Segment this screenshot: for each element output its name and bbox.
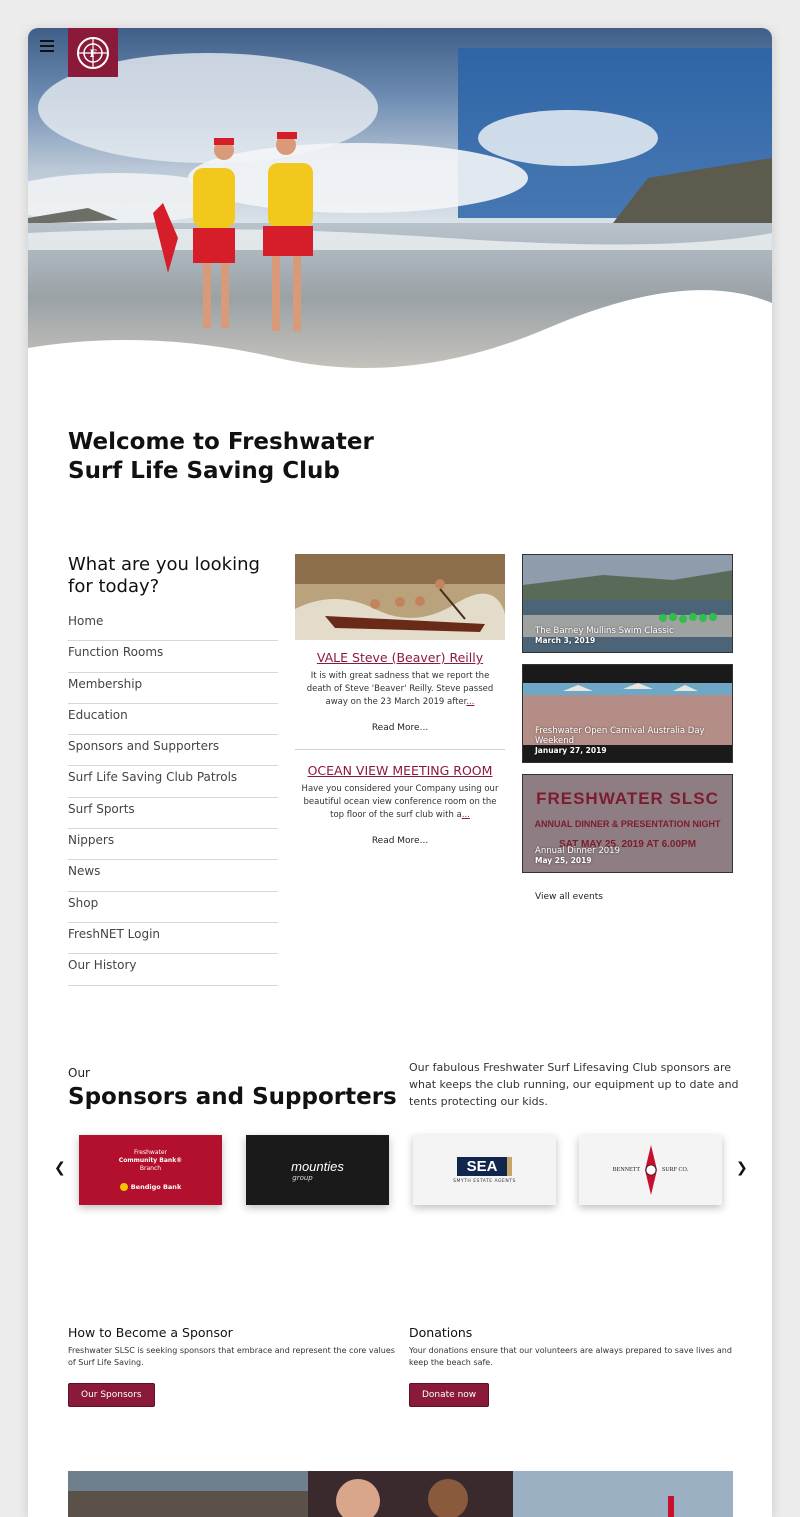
sidebar-item-nippers[interactable]: Nippers	[68, 829, 278, 860]
bottom-photo-strip	[68, 1471, 733, 1517]
news-excerpt	[295, 670, 505, 709]
sidebar-item-news[interactable]: News	[68, 860, 278, 891]
news-excerpt-text: It is with great sadness that we report the death of Steve 'Beaver' Reilly. Steve passed away on the 23 March 2019 after	[306, 671, 494, 707]
news-excerpt	[295, 783, 505, 822]
event-caption	[535, 626, 724, 646]
sidebar-item-freshnet-login[interactable]: FreshNET Login	[68, 923, 278, 954]
sidebar-item-membership[interactable]: Membership	[68, 673, 278, 704]
poster-line-1: FRESHWATER SLSC	[536, 789, 719, 808]
sponsor-sub: SURF CO.	[661, 1167, 689, 1173]
menu-icon[interactable]	[40, 40, 54, 52]
donations-text: Your donations ensure that our volunteers are always prepared to save lives and keep the beach safe.	[409, 1346, 732, 1367]
event-card[interactable]	[522, 664, 733, 763]
sidebar-item-surf-sports[interactable]: Surf Sports	[68, 798, 278, 829]
become-sponsor-text: Freshwater SLSC is seeking sponsors that embrace and represent the core values of Surf Life Saving.	[68, 1346, 395, 1367]
read-more-link[interactable]: Read More...	[371, 836, 429, 846]
sponsor-brand-name: SEA	[457, 1157, 513, 1176]
poster-line-2: ANNUAL DINNER & PRESENTATION NIGHT	[534, 819, 721, 829]
chevron-left-icon[interactable]: ❮	[54, 1160, 66, 1176]
event-poster	[523, 789, 732, 850]
sponsor-brand-name: mounties	[291, 1158, 344, 1174]
news-item	[295, 554, 505, 733]
news-more-link[interactable]: ...	[466, 697, 475, 707]
event-date: May 25, 2019	[535, 856, 592, 865]
sponsor-brand	[120, 1183, 182, 1191]
news-divider	[295, 749, 505, 750]
poster-line-3: SAT MAY 25, 2019 AT 6.00PM	[558, 839, 697, 850]
event-caption	[535, 726, 724, 756]
sidebar-item-function-rooms[interactable]: Function Rooms	[68, 641, 278, 672]
become-sponsor-title: How to Become a Sponsor	[68, 1325, 233, 1340]
sponsor-logo-bendigo[interactable]	[79, 1135, 222, 1205]
welcome-line-1: Welcome to Freshwater	[68, 429, 374, 455]
bendigo-bank-icon	[120, 1183, 128, 1191]
sponsor-logo-sea[interactable]	[413, 1135, 556, 1205]
news-excerpt-text: Have you considered your Company using our beautiful ocean view conference room on the top floor of the surf club with a	[301, 784, 499, 820]
page-frame	[28, 28, 772, 1517]
event-title: Freshwater Open Carnival Australia Day Weekend	[535, 726, 705, 746]
sponsors-title: Sponsors and Supporters	[68, 1084, 397, 1110]
event-date: January 27, 2019	[535, 746, 607, 755]
sidebar-item-shop[interactable]: Shop	[68, 892, 278, 923]
hero-image	[28, 28, 772, 373]
event-title: The Barney Mullins Swim Classic	[535, 626, 674, 636]
news-title[interactable]: VALE Steve (Beaver) Reilly	[316, 650, 484, 665]
sponsor-line-2: Community Bank®	[118, 1157, 183, 1164]
sidebar-item-home[interactable]: Home	[68, 610, 278, 641]
donate-now-button[interactable]: Donate now	[409, 1383, 489, 1407]
sponsor-sub: group	[292, 1173, 313, 1182]
gallery-image	[68, 1471, 733, 1517]
welcome-heading	[68, 428, 388, 486]
sponsor-line-3: Branch	[139, 1165, 162, 1172]
news-image[interactable]	[295, 554, 505, 640]
donations-block	[409, 1325, 739, 1407]
club-crest-icon	[75, 35, 111, 71]
sidebar-item-education[interactable]: Education	[68, 704, 278, 735]
sidebar-item-our-history[interactable]: Our History	[68, 954, 278, 985]
news-title[interactable]: OCEAN VIEW MEETING ROOM	[307, 763, 493, 778]
read-more-link[interactable]: Read More...	[371, 723, 429, 733]
event-card[interactable]	[522, 554, 733, 653]
welcome-line-2: Surf Life Saving Club	[68, 458, 340, 484]
sponsor-brand-name: Bendigo Bank	[130, 1183, 182, 1191]
news-more-link[interactable]: ...	[461, 810, 470, 820]
sidebar-item-patrols[interactable]: Surf Life Saving Club Patrols	[68, 766, 278, 797]
sponsors-eyebrow: Our	[68, 1066, 90, 1080]
our-sponsors-button[interactable]: Our Sponsors	[68, 1383, 155, 1407]
donations-title: Donations	[409, 1325, 473, 1340]
sponsor-logo-mounties[interactable]	[246, 1135, 389, 1205]
chevron-right-icon[interactable]: ❯	[736, 1160, 748, 1176]
sponsor-brand-name: BENNETT	[612, 1167, 640, 1173]
svg-text:F: F	[89, 48, 97, 60]
club-logo[interactable]	[68, 28, 118, 77]
sponsor-logo-bennett[interactable]	[579, 1135, 722, 1205]
sponsor-sub: SMYTH ESTATE AGENTS	[453, 1178, 516, 1184]
sponsor-logo-text	[119, 1149, 182, 1173]
become-sponsor-block	[68, 1325, 398, 1407]
sidebar-item-sponsors[interactable]: Sponsors and Supporters	[68, 735, 278, 766]
sidebar-title: What are you looking for today?	[68, 554, 260, 597]
event-caption	[535, 846, 724, 866]
sidebar-nav	[68, 610, 278, 986]
event-date: March 3, 2019	[535, 636, 596, 645]
sponsor-line-1: Freshwater	[133, 1149, 168, 1156]
event-card[interactable]	[522, 774, 733, 873]
event-title: Annual Dinner 2019	[535, 846, 620, 856]
surfboard-icon	[643, 1145, 659, 1195]
news-item	[295, 763, 505, 846]
view-all-events-link[interactable]: View all events	[535, 892, 603, 902]
sponsors-description: Our fabulous Freshwater Surf Lifesaving Club sponsors are what keeps the club running, our equipment up to date and tents protecting our kids.	[409, 1061, 739, 1108]
